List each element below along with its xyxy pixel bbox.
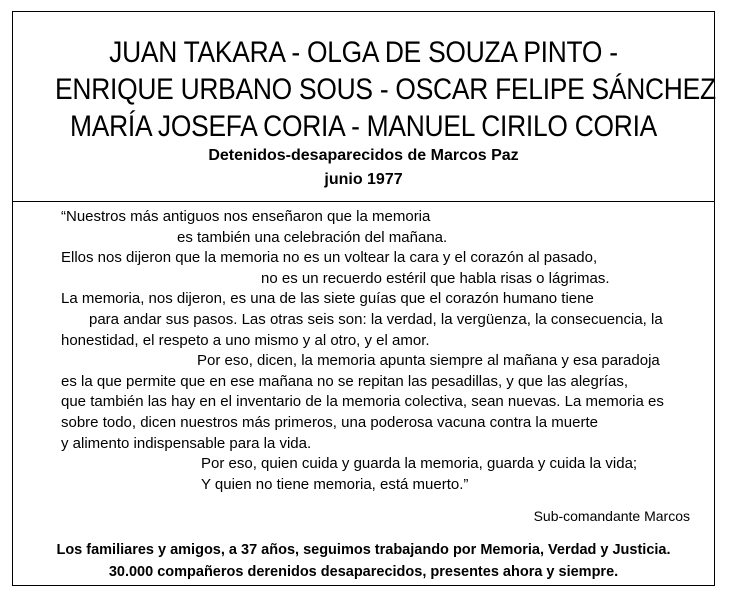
quote-line: Por eso, dicen, la memoria apunta siempre al mañana y esa paradoja	[197, 352, 660, 370]
quote-signature: Sub-comandante Marcos	[533, 508, 690, 524]
subtitle-place: Detenidos-desaparecidos de Marcos Paz	[208, 147, 519, 164]
quote-line: honestidad, el respeto a uno mismo y al otro, y el amor.	[61, 331, 430, 349]
quote-line: Por eso, quien cuida y guarda la memoria, guarda y cuida la vida;	[201, 455, 638, 473]
subtitle-date: junio 1977	[324, 171, 403, 188]
quote-line: es también una celebración del mañana.	[177, 228, 448, 246]
quote-line: que también las hay en el inventario de la memoria colectiva, sean nuevas. La memoria es	[61, 393, 664, 411]
quote-line: no es un recuerdo estéril que habla risas o lágrimas.	[261, 269, 610, 287]
quote-line: Y quien no tiene memoria, está muerto.”	[201, 475, 469, 493]
quote-line: Ellos nos dijeron que la memoria no es un voltear la cara y el corazón al pasado,	[61, 249, 598, 267]
names-line: MARÍA JOSEFA CORIA - MANUEL CIRILO CORIA	[70, 110, 657, 143]
quote-line: para andar sus pasos. Las otras seis son: la verdad, la vergüenza, la consecuencia, la	[89, 310, 663, 328]
quote-line: es la que permite que en ese mañana no se repitan las pesadillas, y que las alegrías,	[61, 372, 629, 390]
footer-statement: Los familiares y amigos, a 37 años, seguimos trabajando por Memoria, Verdad y Justicia.	[56, 542, 671, 558]
quote-line: La memoria, nos dijeron, es una de las siete guías que el corazón humano tiene	[61, 290, 594, 308]
footer-tribute: 30.000 compañeros derenidos desaparecidos, presentes ahora y siempre.	[108, 564, 619, 580]
names-line: JUAN TAKARA - OLGA DE SOUZA PINTO -	[109, 36, 618, 69]
quote-line: y alimento indispensable para la vida.	[61, 434, 312, 452]
section-divider	[13, 201, 714, 202]
quote-line: sobre todo, dicen nuestros más primeros, una poderosa vacuna contra la muerte	[61, 413, 598, 431]
names-heading	[55, 34, 716, 145]
quote-block	[61, 207, 701, 495]
names-line: ENRIQUE URBANO SOUS - OSCAR FELIPE SÁNCHEZ	[55, 73, 716, 106]
notice-frame	[12, 11, 715, 586]
quote-line: “Nuestros más antiguos nos enseñaron que la memoria	[61, 208, 431, 225]
